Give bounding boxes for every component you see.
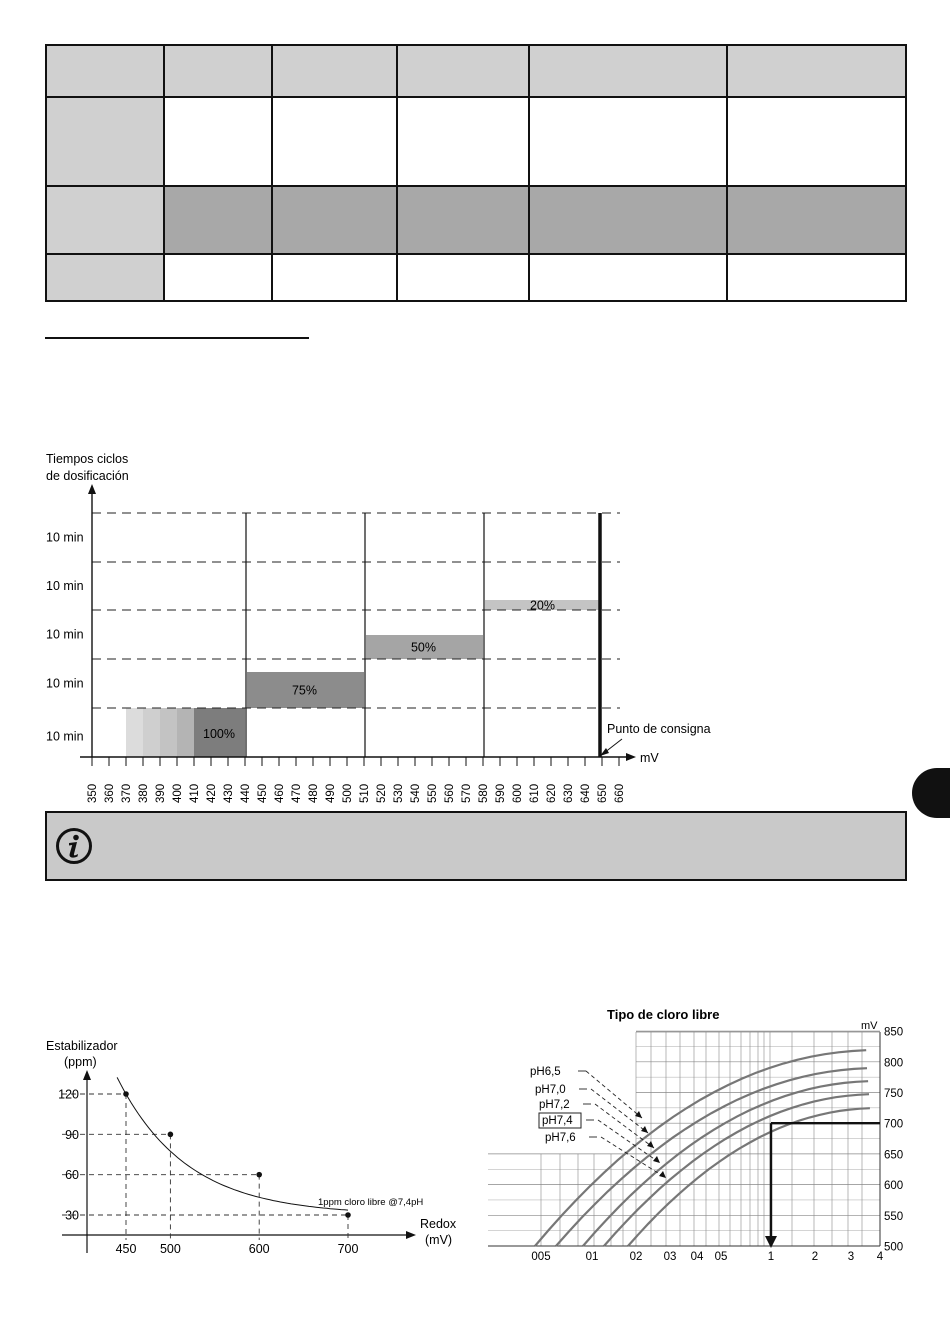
y-axis-label-line2: (ppm) (64, 1055, 97, 1069)
stabilizer-chart (0, 1030, 470, 1270)
y-tick-labels (46, 531, 84, 744)
bar-label: 20% (529, 598, 556, 613)
y-tick-labels (884, 1027, 903, 1254)
y-tick-label: 120 (58, 1087, 79, 1102)
table-cell (46, 254, 164, 301)
legend-pointer-head (659, 1171, 666, 1178)
x-tick-label: 500 (342, 783, 354, 803)
stabilizer-curve (117, 1077, 348, 1210)
x-tick-label: 700 (337, 1242, 359, 1256)
x-tick-label: 04 (690, 1251, 704, 1263)
x-tick-label: 360 (104, 783, 116, 803)
section-underline (45, 337, 309, 339)
legend-pointer (595, 1104, 654, 1148)
table-row (46, 186, 906, 254)
data-point (123, 1091, 129, 1097)
x-tick-label: 400 (172, 783, 184, 803)
x-tick-label: 490 (325, 783, 337, 803)
table-cell (529, 45, 727, 97)
y-axis-label-line1: Estabilizador (46, 1039, 118, 1053)
x-tick-label: 530 (393, 783, 405, 803)
legend-label: pH7,6 (545, 1132, 576, 1144)
table-row (46, 254, 906, 301)
y-unit-label: mV (861, 1020, 878, 1032)
table-cell (46, 97, 164, 186)
bar-gradient-segment (126, 708, 144, 757)
chapter-tab-marker (912, 768, 950, 818)
x-tick-label: 03 (663, 1251, 677, 1263)
legend-label: pH7,2 (539, 1099, 570, 1111)
dosing-cycle-chart (0, 440, 950, 810)
x-tick-label: 410 (189, 783, 201, 803)
x-tick-label: 2 (811, 1251, 819, 1263)
marker-lines (765, 1123, 880, 1248)
chart-title: Tipo de cloro libre (607, 1007, 720, 1022)
x-tick-label: 450 (257, 783, 269, 803)
table-cell (46, 186, 164, 254)
x-tick-label: 380 (138, 783, 150, 803)
x-tick-label: 1 (767, 1251, 775, 1263)
data-points (123, 1091, 351, 1218)
table-cell (397, 254, 529, 301)
x-tick-label: 590 (495, 783, 507, 803)
data-point (168, 1132, 174, 1138)
bar-label: 75% (291, 683, 318, 698)
y-tick-label: 10 min (46, 530, 84, 545)
table-cell (397, 186, 529, 254)
legend-pointer-head (647, 1141, 654, 1148)
x-tick-label: 450 (115, 1242, 137, 1256)
table-cell (272, 45, 397, 97)
table-cell (397, 45, 529, 97)
x-axis-label: mV (640, 751, 659, 765)
table-cell (164, 254, 272, 301)
legend (530, 1066, 666, 1178)
bar-label: 100% (203, 727, 235, 741)
table-cell (529, 254, 727, 301)
y-tick-label: 750 (884, 1088, 904, 1100)
table-cell (727, 254, 906, 301)
ph-curve (556, 1068, 867, 1246)
x-tick-label: 390 (155, 783, 167, 803)
legend-label: pH7,4 (542, 1115, 573, 1127)
x-tick-label: 620 (546, 783, 558, 803)
x-tick-label: 580 (478, 783, 490, 803)
table-cell (727, 186, 906, 254)
ph-curves (535, 1050, 870, 1246)
y-tick-label: 650 (884, 1149, 904, 1162)
x-tick-label: 440 (240, 783, 252, 803)
x-tick-label: 370 (121, 783, 133, 803)
table-cell (272, 186, 397, 254)
y-tick-label: 30 (65, 1208, 79, 1223)
legend-pointer (586, 1071, 642, 1118)
y-axis-label-line2: de dosificación (46, 469, 129, 483)
free-chlorine-chart (470, 1000, 950, 1275)
x-tick-label: 02 (629, 1251, 643, 1263)
table-cell (727, 45, 906, 97)
x-tick-label: 640 (580, 783, 592, 803)
tick-labels (58, 1088, 358, 1257)
y-tick-label: 850 (884, 1026, 904, 1039)
x-tick-label: 610 (529, 783, 541, 803)
y-tick-label: 10 min (46, 579, 84, 593)
x-tick-label: 650 (597, 783, 609, 803)
x-tick-labels (531, 1251, 883, 1263)
table-row (46, 45, 906, 97)
setpoint-label: Punto de consigna (607, 722, 711, 736)
x-tick-label: 460 (274, 783, 286, 803)
table-cell (164, 45, 272, 97)
x-axis-arrow (626, 753, 636, 761)
x-axis-label-line2: (mV) (425, 1233, 453, 1247)
x-tick-label: 550 (427, 783, 439, 803)
x-tick-label: 420 (206, 783, 218, 803)
data-point (345, 1212, 351, 1218)
annotation: 1ppm cloro libre @7,4pH (318, 1197, 424, 1208)
data-point (256, 1172, 262, 1178)
table-cell (397, 97, 529, 186)
x-tick-label: 540 (410, 783, 422, 803)
x-tick-label: 510 (359, 783, 371, 803)
bar-gradient-segment (177, 708, 195, 757)
y-axis-arrow (83, 1070, 91, 1080)
settings-table (45, 44, 907, 302)
x-tick-label: 500 (159, 1242, 181, 1256)
x-tick-label: 430 (223, 783, 235, 803)
x-axis-arrow (406, 1231, 416, 1239)
info-icon (55, 827, 93, 865)
x-tick-label: 4 (876, 1251, 884, 1263)
table-cell (529, 186, 727, 254)
x-tick-label: 350 (87, 783, 99, 803)
y-tick-label: 550 (884, 1210, 904, 1223)
y-axis-arrow (88, 484, 96, 494)
bar-label: 50% (410, 640, 437, 655)
legend-pointer (591, 1089, 648, 1133)
table-cell (46, 45, 164, 97)
table-cell (164, 186, 272, 254)
legend-label: pH6,5 (530, 1066, 561, 1078)
bars-group (126, 599, 602, 758)
y-tick-label: 800 (884, 1057, 904, 1070)
y-tick-label: 60 (65, 1168, 79, 1183)
table-cell (727, 97, 906, 186)
y-tick-label: 500 (884, 1241, 904, 1254)
y-tick-label: 90 (65, 1127, 79, 1142)
y-tick-label: 10 min (46, 729, 84, 744)
x-tick-label: 520 (376, 783, 388, 803)
legend-label: pH7,0 (535, 1084, 566, 1096)
x-tick-label: 01 (585, 1251, 599, 1263)
x-tick-label: 480 (308, 783, 320, 803)
x-tick-label: 470 (291, 783, 303, 803)
x-tick-label: 630 (563, 783, 575, 803)
x-tick-label: 3 (847, 1251, 855, 1263)
x-tick-label: 570 (461, 783, 473, 803)
x-tick-label: 600 (248, 1242, 270, 1256)
x-axis-label-line1: Redox (420, 1217, 457, 1231)
table-row (46, 97, 906, 186)
bar-gradient-segment (143, 708, 161, 757)
info-note-box (45, 811, 907, 881)
y-tick-label: 10 min (46, 676, 84, 691)
y-tick-label: 600 (884, 1180, 904, 1193)
table-cell (529, 97, 727, 186)
table-cell (164, 97, 272, 186)
guide-lines (62, 1094, 348, 1240)
x-tick-label: 560 (444, 783, 456, 803)
table-cell (272, 254, 397, 301)
x-tick-label: 660 (614, 783, 626, 803)
table-cell (272, 97, 397, 186)
ph-curve (535, 1050, 866, 1246)
legend-pointer-head (641, 1126, 648, 1133)
x-tick-label: 05 (714, 1251, 728, 1263)
bar-gradient-segment (160, 708, 178, 757)
x-ticks (87, 757, 626, 803)
y-tick-label: 10 min (46, 627, 84, 642)
x-tick-label: 005 (531, 1251, 551, 1263)
legend-pointer-head (653, 1156, 660, 1163)
y-tick-label: 700 (884, 1118, 904, 1131)
x-tick-label: 600 (512, 783, 524, 803)
y-axis-label-line1: Tiempos ciclos (46, 452, 129, 466)
